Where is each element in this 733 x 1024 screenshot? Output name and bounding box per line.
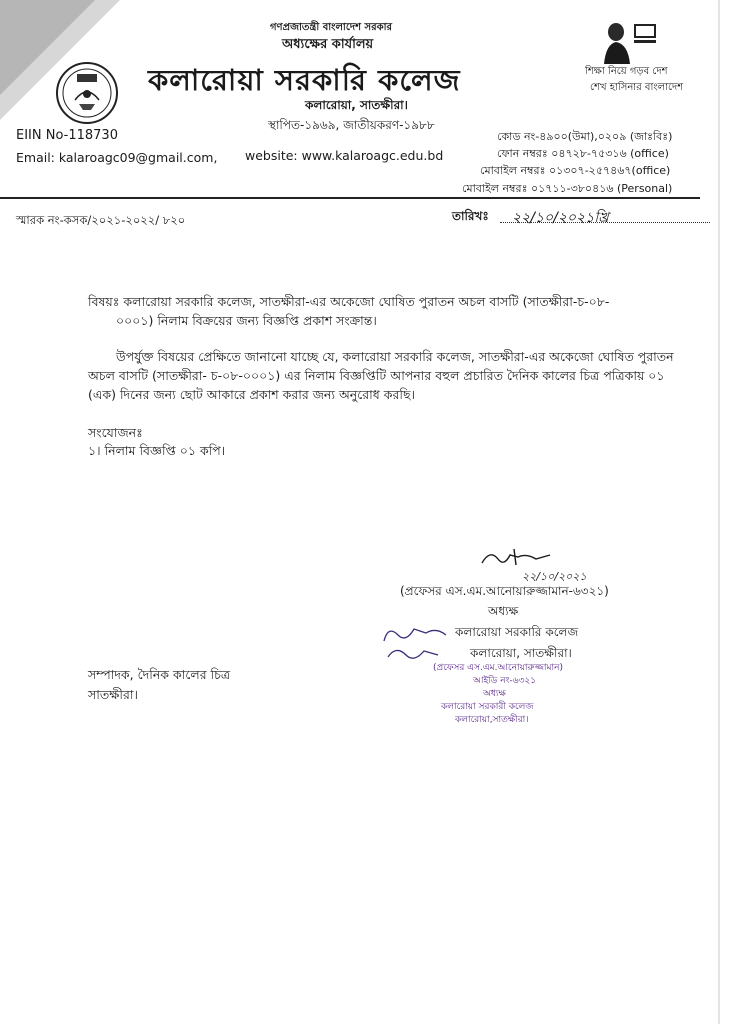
college-code: কোড নং-৪৯০০(উমা),০২০৯ (জাঃবিঃ) [497,130,673,143]
phone-number: ফোন নম্বরঃ ০৪৭২৮-৭৫৩১৬ (office) [497,147,669,160]
stamp-line-2: আইডি নং-৬৩২১ [473,676,537,686]
header-divider [0,197,700,199]
college-place: কলারোয়া, সাতক্ষীরা। [305,98,408,112]
letter-body: উপর্যুক্ত বিষয়ের প্রেক্ষিতে জানানো যাচ্ছে যে, কলারোয়া সরকারি কলেজ, সাতক্ষীরা-এর অকেজো ঘোষিত পুরাতন অচল বাসটি (সাতক্ষীরা- চ-০৮-০০০১) এর নিলাম বিজ্ঞপ্তিটি আপনার বহুল প্রচারিত দৈনিক কালের চিত্র পত্রিকায় ০১ (এক) দিনের জন্য ছোট আকারে প্রকাশ করার জন্য অনুরোধ করছি। [88,349,674,402]
signer-title: অধ্যক্ষ [488,604,519,618]
date-label: তারিখঃ [452,209,489,223]
stamp-line-3: অধ্যক্ষ [483,689,506,699]
government-heading: গণপ্রজাতন্ত্রী বাংলাদেশ সরকার [270,22,392,33]
college-name: কলারোয়া সরকারি কলেজ [148,63,461,97]
slogan-line-2: শেখ হাসিনার বাংলাদেশ [590,82,684,93]
date-handwritten: ২২/১০/২০২১খ্রি [512,210,609,226]
email-address: Email: kalaroagc09@gmail.com, [16,150,218,165]
enclosure-item: ১। নিলাম বিজ্ঞপ্তি ০১ কপি। [88,443,226,458]
subject-line-1: বিষয়ঃ কলারোয়া সরকারি কলেজ, সাতক্ষীরা-এর অকেজো ঘোষিত পুরাতন অচল বাসটি (সাতক্ষীরা-চ-০৮- [88,294,610,309]
stamp-line-5: কলারোয়া,সাতক্ষীরা। [455,715,529,725]
recipient-block [88,665,230,705]
signer-name: (প্রফেসর এস.এম.আনোয়ারুজ্জামান-৬৩২১) [400,584,609,598]
page-edge-shadow [718,0,720,1024]
mobile-personal: মোবাইল নম্বরঃ ০১৭১১-৩৮০৪১৬ (Personal) [462,182,673,195]
recipient-line-2: সাতক্ষীরা। [88,687,138,702]
mobile-office: মোবাইল নম্বরঃ ০১৩০৭-২৫৭৪৬৭(office) [480,164,671,177]
enclosure-label: সংযোজনঃ [88,425,143,440]
website-address: website: www.kalaroagc.edu.bd [245,148,444,163]
college-logo-icon [55,60,119,126]
stamp-line-1: (প্রফেসর এস.এম.আনোয়ারুজ্জামান) [433,663,563,673]
established-line: স্থাপিত-১৯৬৯, জাতীয়করণ-১৯৮৮ [268,118,435,132]
signature-date: ২২/১০/২০২১ [522,570,587,583]
stamp-line-4: কলারোয়া সরকারী কলেজ [441,702,534,712]
slogan-line-1: শিক্ষা নিয়ে গড়ব দেশ [585,66,668,77]
signer-place: কলারোয়া, সাতক্ষীরা। [470,646,572,660]
signer-college: কলারোয়া সরকারি কলেজ [455,625,579,639]
portrait-icon [600,18,660,66]
eiin-number: EIIN No-118730 [16,128,118,143]
memo-reference: স্মারক নং-কসক/২০২১-২০২২/ ৮২০ [16,213,186,227]
subject-line-2: ০০০১) নিলাম বিক্রয়ের জন্য বিজ্ঞপ্তি প্রকাশ সংক্রান্ত। [116,313,377,328]
recipient-line-1: সম্পাদক, দৈনিক কালের চিত্র [88,667,231,682]
letter-subject [88,292,678,330]
official-stamp [425,662,563,727]
office-heading: অধ্যক্ষের কার্যালয় [282,37,374,52]
